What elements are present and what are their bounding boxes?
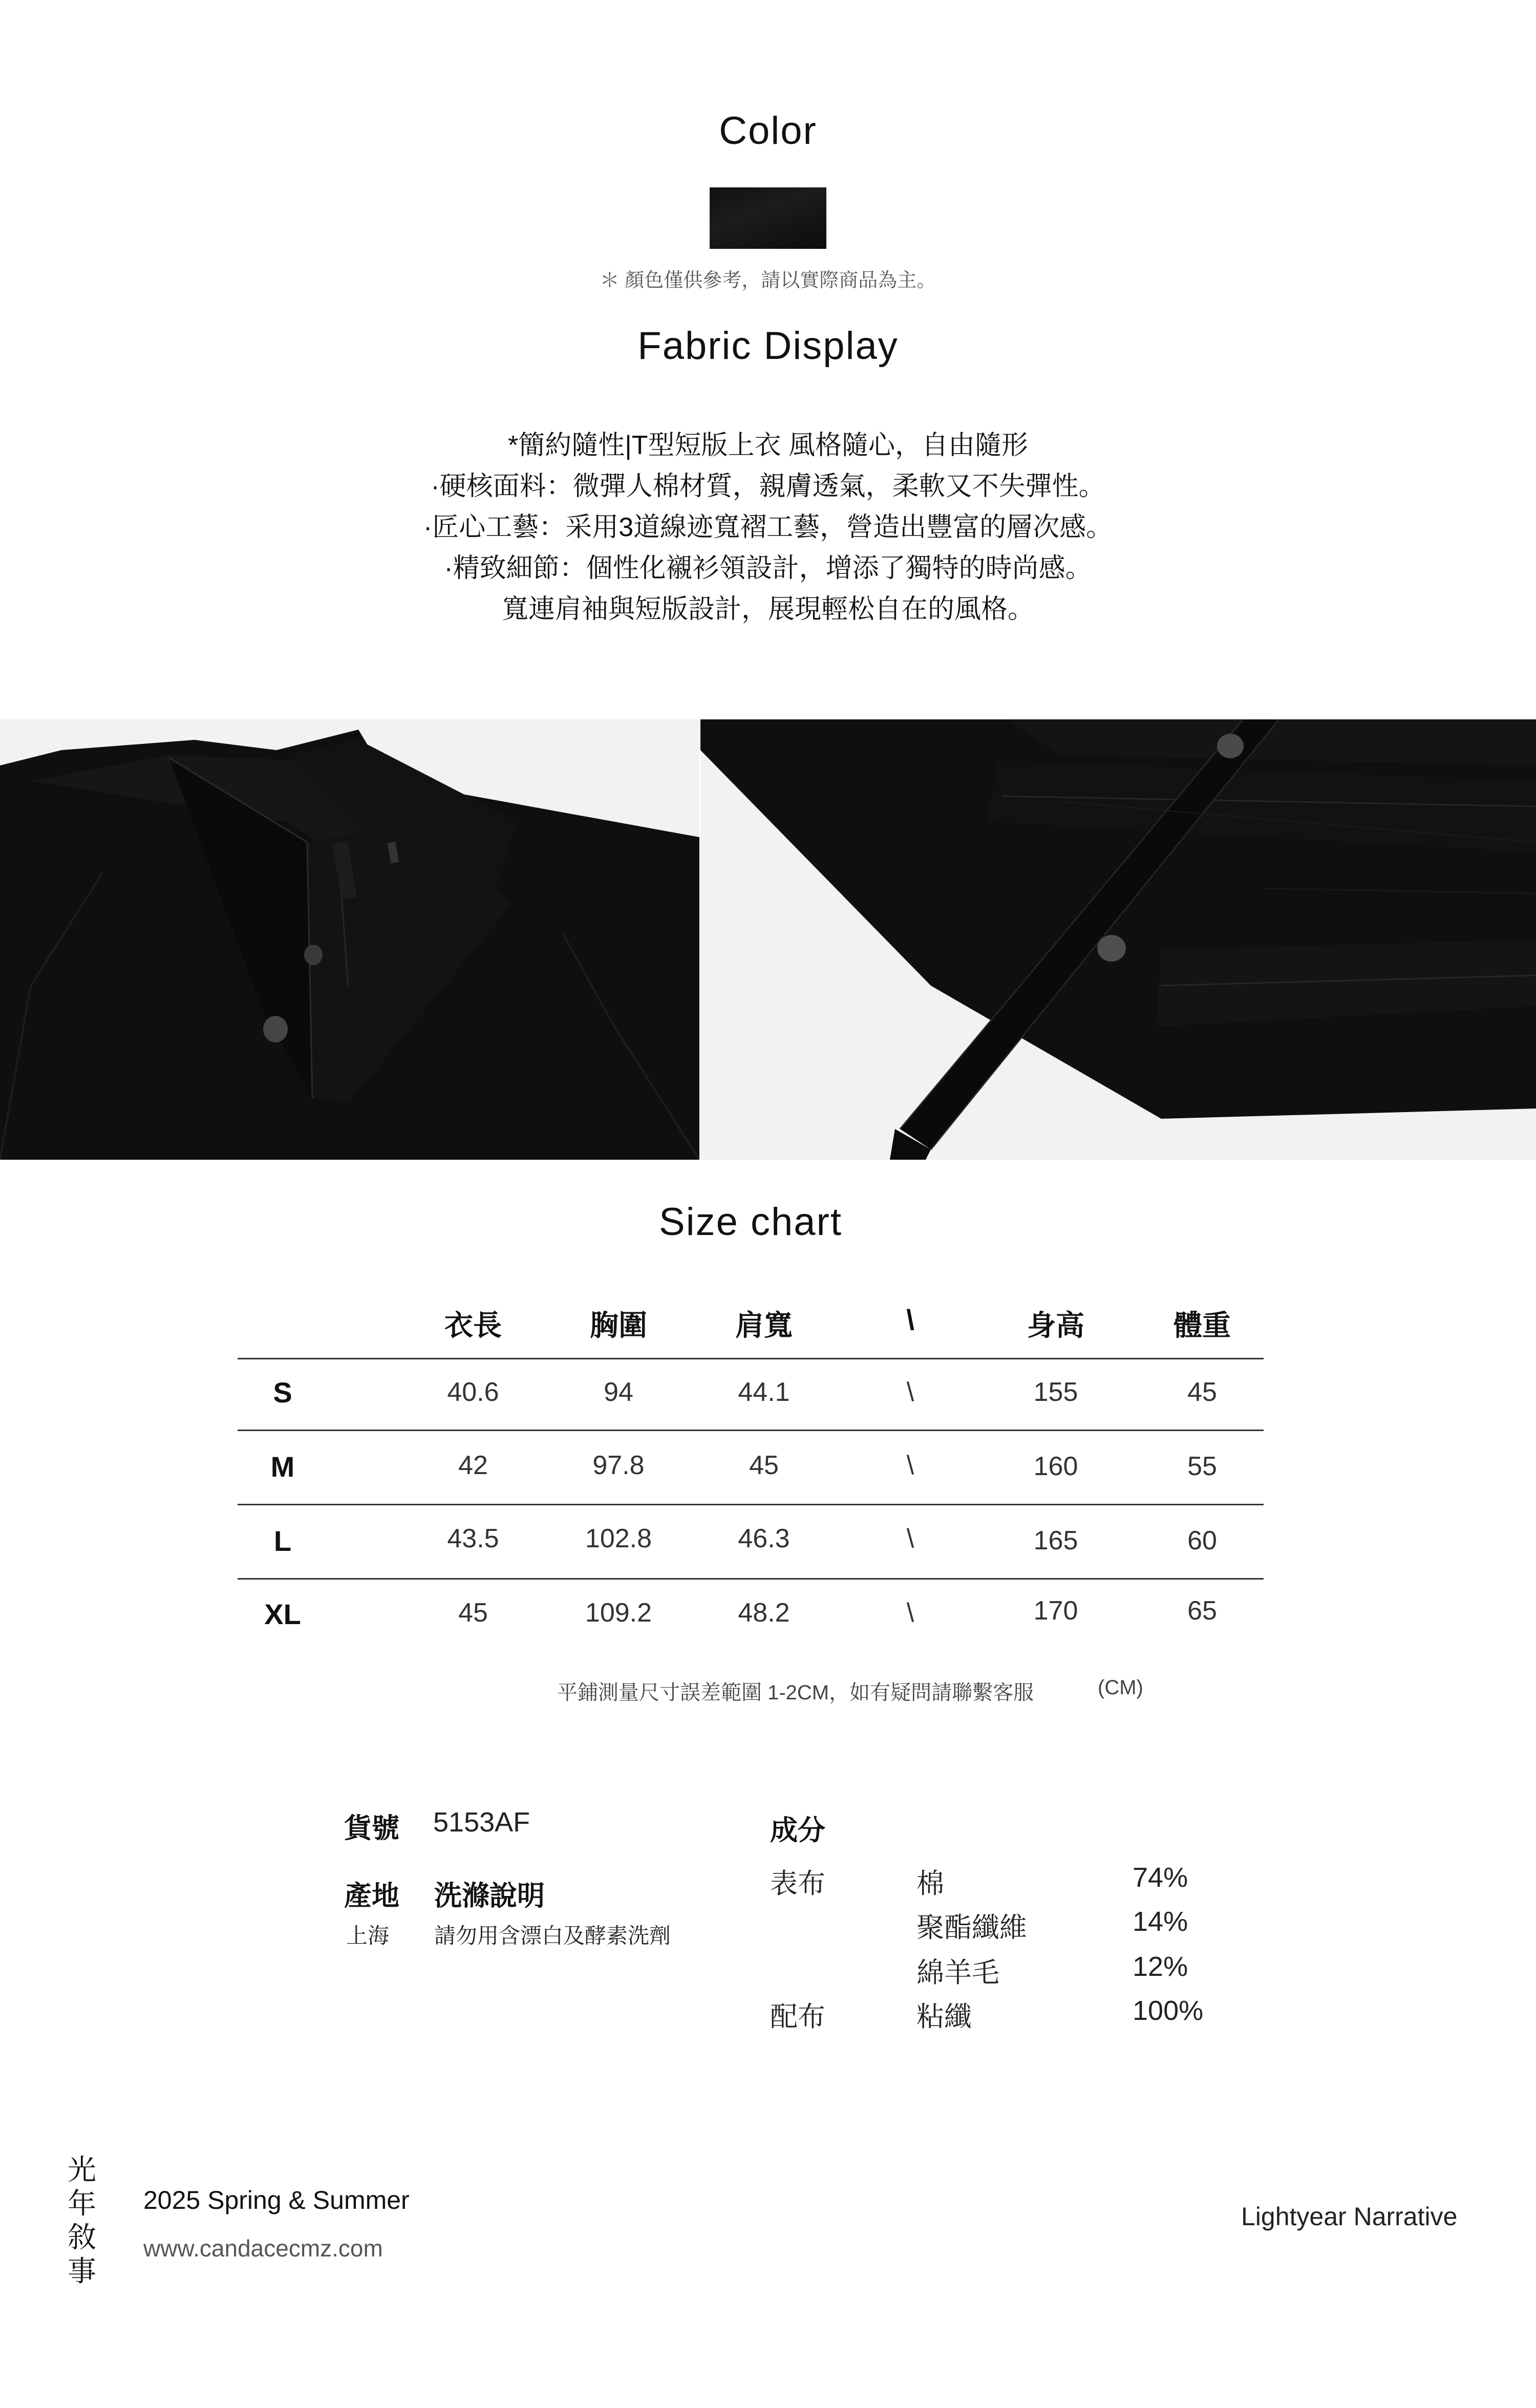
fabric-line: ·匠心工藝：采用3道線迹寬褶工藝，營造出豐富的層次感。 (423, 513, 1113, 542)
table-rule (238, 1504, 1264, 1505)
composition-percent: 14% (1133, 1906, 1188, 1937)
composition-part: 配布 (770, 2001, 825, 2032)
header-weight: 體重 (1174, 1309, 1231, 1341)
table-cell: 102.8 (585, 1524, 652, 1553)
size-note: 平鋪測量尺寸誤差範圍 1-2CM，如有疑問請聯繫客服 (557, 1681, 1034, 1704)
tagline: Lightyear Narrative (1241, 2202, 1458, 2231)
header-shoulder: 肩寬 (735, 1309, 793, 1341)
composition-material: 聚酯纖維 (916, 1912, 1027, 1943)
color-swatch (710, 187, 826, 249)
brand-char: 敘 (68, 2221, 96, 2253)
table-cell: \ (906, 1598, 914, 1628)
fabric-line: ·精致細節：個性化襯衫領設計，增添了獨特的時尚感。 (444, 553, 1092, 583)
table-cell: 109.2 (585, 1598, 652, 1628)
vertical-brand (67, 2153, 97, 2288)
wash-value: 請勿用含漂白及酵素洗劑 (434, 1924, 671, 1948)
table-cell: 48.2 (738, 1598, 790, 1628)
composition-material: 棉 (916, 1868, 944, 1899)
table-cell: 65 (1187, 1596, 1217, 1626)
table-cell: 94 (604, 1377, 633, 1407)
fabric-line: *簡約隨性|T型短版上衣 風格隨心，自由隨形 (508, 431, 1028, 460)
table-cell: 97.8 (592, 1451, 645, 1480)
item-no-label: 貨號 (344, 1813, 399, 1844)
table-cell: 40.6 (447, 1377, 499, 1407)
table-cell: 44.1 (738, 1377, 790, 1407)
color-title: Color (719, 109, 817, 153)
composition-material: 綿羊毛 (916, 1957, 999, 1988)
size-label: XL (264, 1598, 301, 1630)
table-cell: 43.5 (447, 1524, 499, 1553)
size-label: M (270, 1451, 295, 1483)
composition-material: 粘纖 (916, 2001, 972, 2032)
collar-detail-photo (0, 719, 699, 1160)
table-cell: 45 (1187, 1377, 1217, 1407)
fabric-line: 寬連肩袖與短版設計，展現輕松自在的風格。 (501, 594, 1034, 624)
table-rule (238, 1578, 1264, 1580)
table-cell: 46.3 (738, 1524, 790, 1553)
composition-part: 表布 (770, 1868, 825, 1899)
fabric-title: Fabric Display (637, 324, 899, 368)
table-rule (238, 1430, 1264, 1431)
origin-value: 上海 (346, 1924, 390, 1948)
table-cell: 165 (1033, 1526, 1078, 1555)
item-no-value: 5153AF (433, 1807, 530, 1838)
size-unit: (CM) (1098, 1676, 1143, 1699)
fabric-line: ·硬核面料：微彈人棉材質，親膚透氣，柔軟又不失彈性。 (431, 472, 1105, 501)
table-cell: 155 (1033, 1377, 1078, 1407)
table-cell: 60 (1187, 1526, 1217, 1555)
header-length: 衣長 (444, 1309, 502, 1341)
composition-title: 成分 (770, 1815, 825, 1846)
season-label: 2025 Spring & Summer (143, 2186, 410, 2214)
placket-detail-photo (700, 719, 1536, 1160)
size-chart-title: Size chart (659, 1200, 842, 1244)
header-height: 身高 (1027, 1309, 1084, 1341)
table-cell: 160 (1033, 1452, 1078, 1481)
table-cell: \ (906, 1451, 914, 1480)
fabric-description (0, 425, 1536, 630)
composition-percent: 12% (1133, 1951, 1188, 1982)
header-chest: 胸圍 (590, 1309, 647, 1341)
brand-char: 年 (68, 2187, 96, 2220)
size-label: S (273, 1376, 292, 1409)
table-cell: \ (906, 1524, 914, 1553)
composition-percent: 74% (1133, 1862, 1188, 1893)
origin-label: 產地 (344, 1881, 399, 1911)
website-link[interactable]: www.candacecmz.com (143, 2235, 383, 2262)
brand-char: 事 (68, 2255, 96, 2287)
table-cell: 45 (749, 1451, 779, 1480)
composition-percent: 100% (1133, 1995, 1204, 2026)
table-cell: 170 (1033, 1596, 1078, 1626)
size-label: L (273, 1525, 292, 1557)
table-rule (238, 1358, 1264, 1359)
table-cell: 42 (458, 1451, 488, 1480)
table-cell: 45 (458, 1598, 488, 1628)
table-cell: 55 (1187, 1452, 1217, 1481)
brand-char: 光 (68, 2154, 96, 2186)
table-cell: \ (906, 1377, 914, 1407)
color-note: ＊ 顏色僅供參考，請以實際商品為主。 (600, 270, 936, 291)
header-separator: \ (906, 1304, 914, 1336)
wash-label: 洗滌說明 (434, 1881, 545, 1911)
